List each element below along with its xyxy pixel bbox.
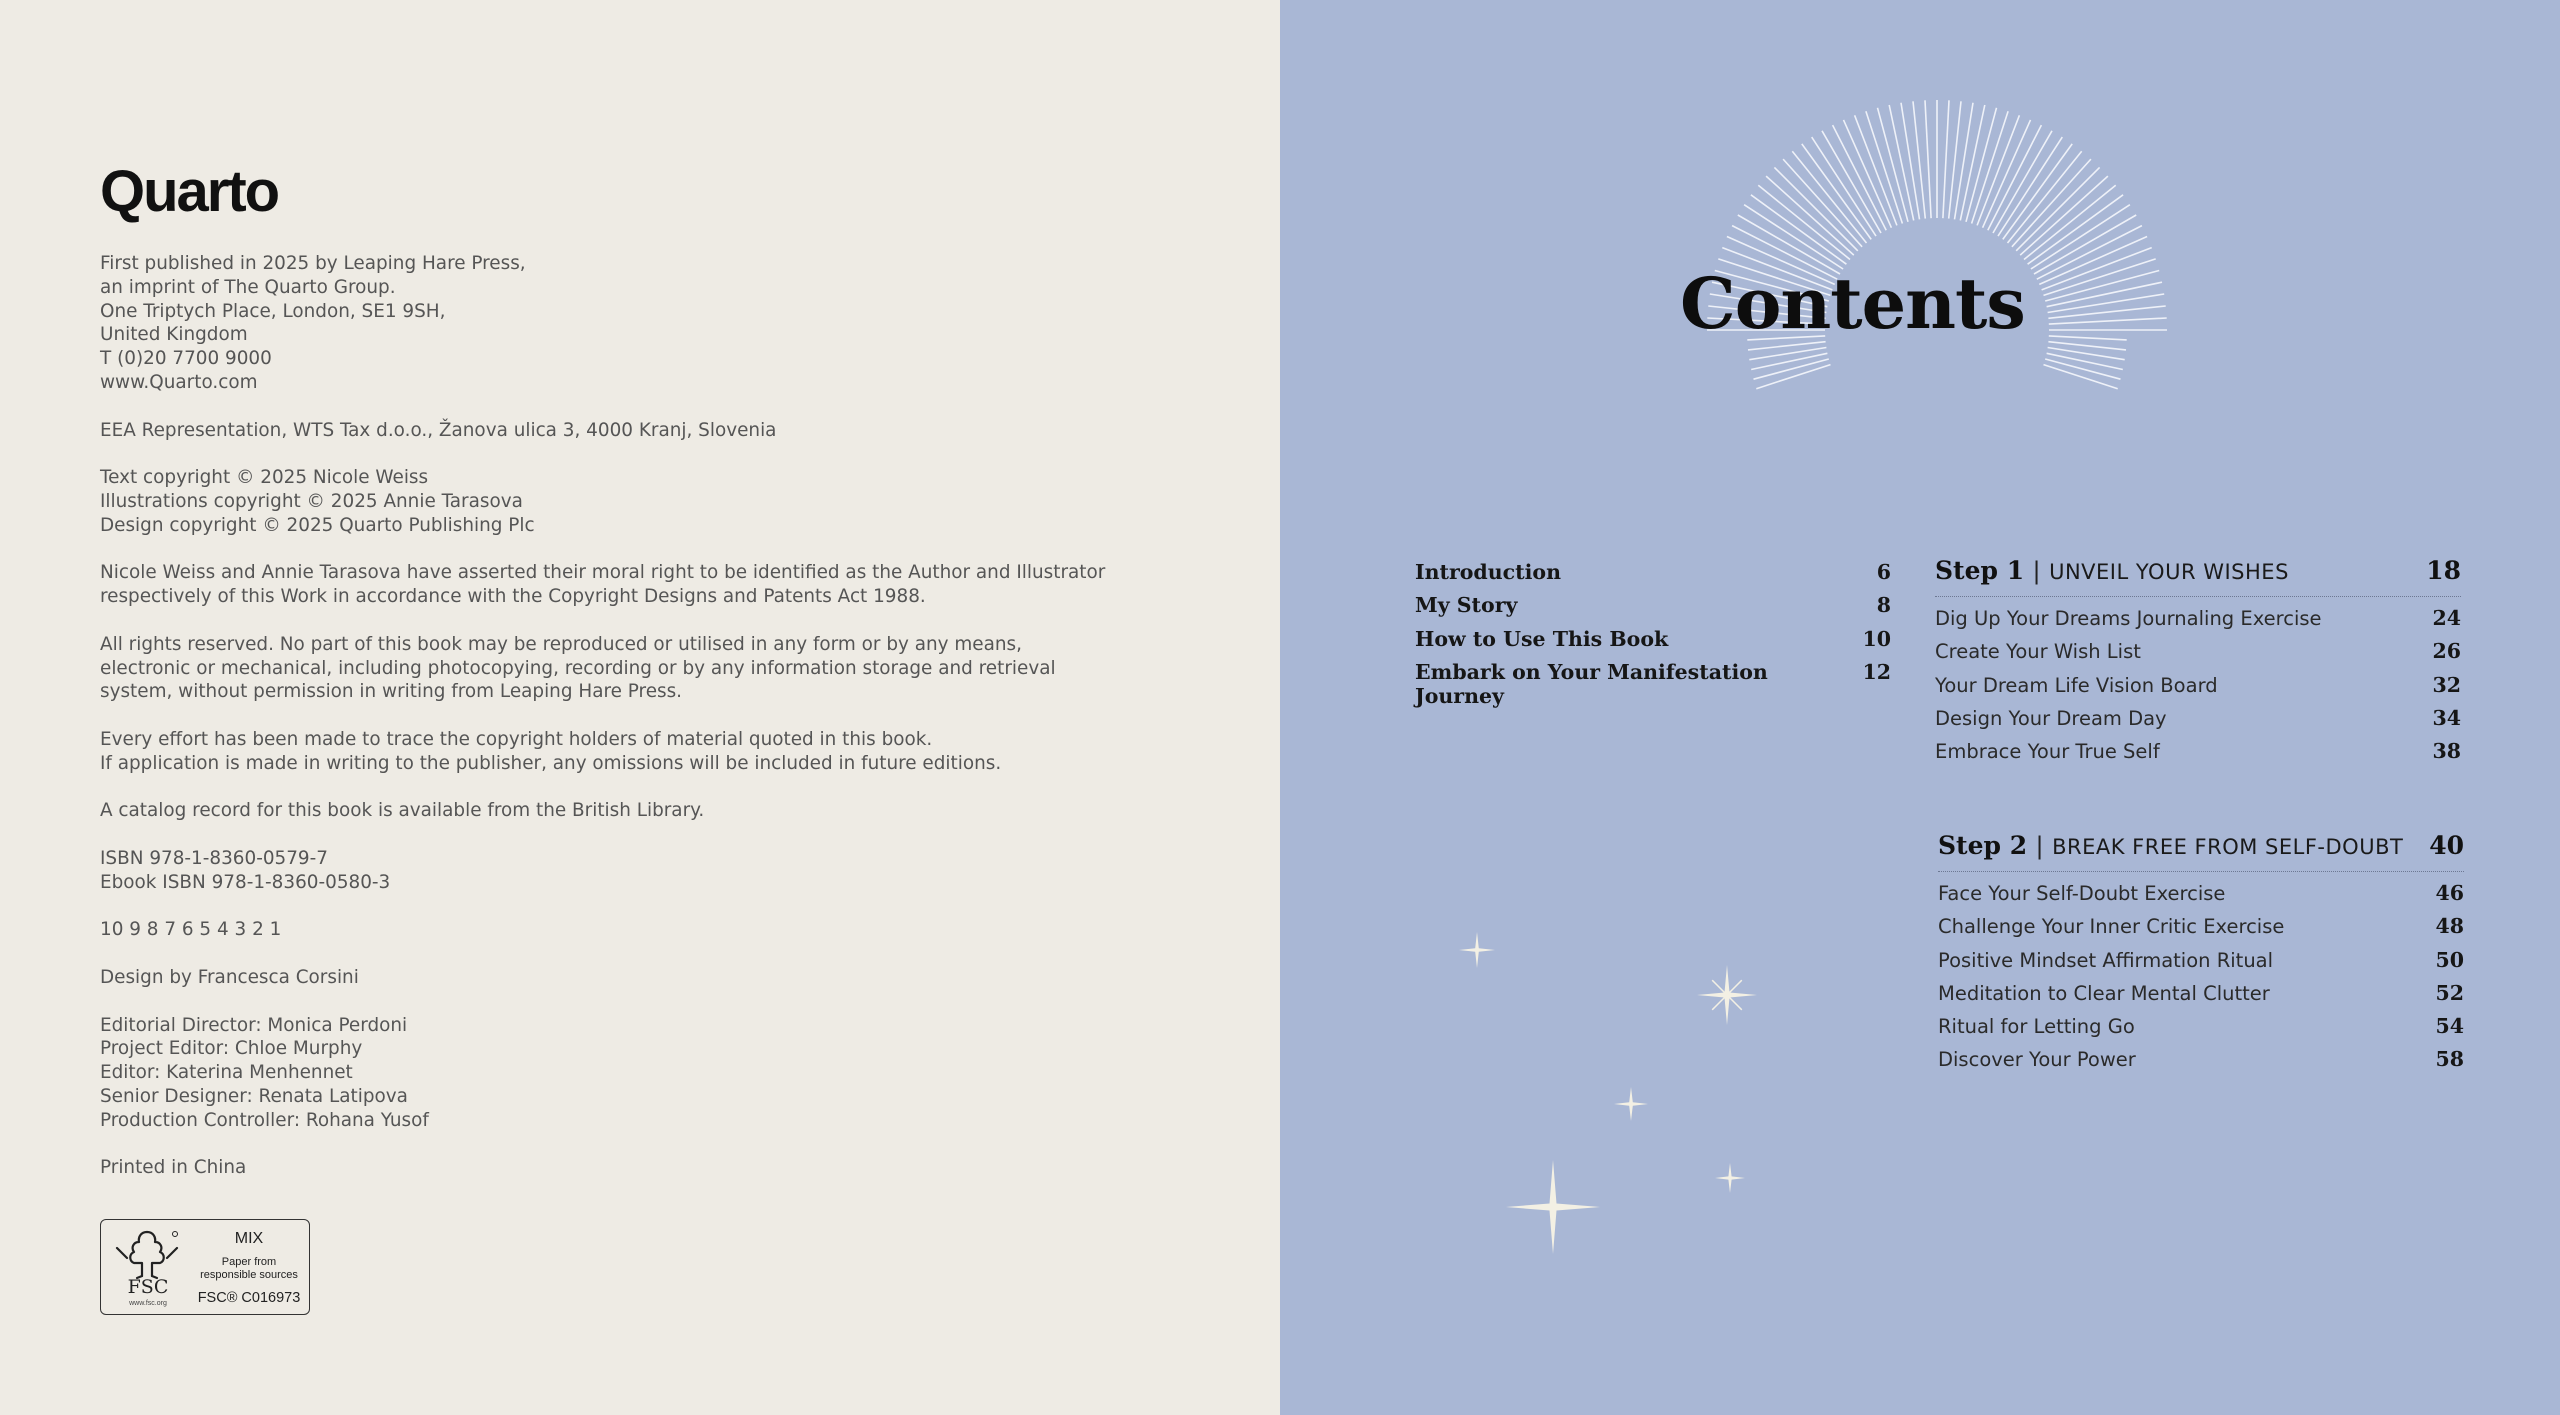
imprint-paragraph (100, 1014, 1200, 1133)
step2-entry-page: 50 (2435, 947, 2464, 972)
step2-entry[interactable] (1938, 1047, 2464, 1080)
step1-entry-label: Design Your Dream Day (1935, 706, 2167, 730)
step2-entry-label: Meditation to Clear Mental Clutter (1938, 981, 2270, 1005)
step2-header[interactable] (1938, 831, 2464, 872)
sunburst-ray (2048, 306, 2165, 318)
sunburst-ray (1943, 100, 1949, 218)
step2-entry-page: 48 (2435, 914, 2464, 939)
imprint-line: Editorial Director: Monica Perdoni (100, 1014, 408, 1036)
step2-entry[interactable] (1938, 914, 2464, 947)
fsc-license-code: FSC® C016973 (197, 1290, 301, 1306)
step2-entry-page: 46 (2435, 881, 2464, 905)
step1-entry-label: Create Your Wish List (1935, 640, 2141, 664)
sunburst-ray (1913, 101, 1925, 218)
sparkle-ray (1712, 980, 1727, 995)
step1-items (1935, 606, 2461, 772)
imprint-line: respectively of this Work in accordance with the Copyright Designs and Patents Act 1988. (100, 586, 926, 608)
step1-entry-label: Dig Up Your Dreams Journaling Exercise (1935, 607, 2322, 630)
step2-section (1938, 831, 2464, 1081)
step2-entry-page: 52 (2435, 980, 2464, 1005)
imprint-paragraph (100, 799, 1200, 823)
fsc-wordmark: FSC (127, 1276, 169, 1298)
imprint-line: EEA Representation, WTS Tax d.o.o., Žanova ulica 3, 4000 Kranj, Slovenia (100, 419, 777, 441)
sunburst-ray (2047, 353, 2123, 369)
sunburst-ray (1866, 111, 1903, 223)
step2-items (1938, 881, 2464, 1081)
step1-entry-page: 26 (2432, 639, 2461, 664)
step1-entry[interactable] (1935, 739, 2461, 772)
step1-entry-page: 32 (2432, 672, 2461, 697)
imprint-paragraph (100, 561, 1200, 609)
imprint-text (100, 252, 1200, 1204)
publisher-logo: Quarto (100, 159, 279, 224)
step2-entry[interactable] (1938, 1014, 2464, 1047)
step2-entry-label: Face Your Self-Doubt Exercise (1938, 882, 2226, 905)
toc-entry-page: 6 (1876, 560, 1891, 584)
step2-number: Step 2 (1938, 831, 2028, 860)
step1-entry-page: 34 (2432, 705, 2461, 730)
fsc-url: www.fsc.org (129, 1300, 167, 1307)
fsc-tree-logo-icon (111, 1228, 183, 1282)
fsc-paper-line1: Paper from (221, 1256, 277, 1268)
imprint-line: A catalog record for this book is available from the British Library. (100, 800, 705, 822)
step2-entry[interactable] (1938, 981, 2464, 1014)
toc-entry[interactable] (1415, 659, 1891, 708)
sparkle-star-icon (1715, 1163, 1745, 1193)
toc-entry[interactable] (1415, 627, 1891, 660)
sunburst-ray (2049, 318, 2167, 324)
step2-entry-label: Challenge Your Inner Critic Exercise (1938, 915, 2285, 939)
sparkle-star-icon (1459, 932, 1495, 968)
sparkle-ray (1727, 980, 1742, 995)
step2-entry-label: Ritual for Letting Go (1938, 1015, 2135, 1039)
step1-number: Step 1 (1935, 556, 2025, 585)
step1-entry[interactable] (1935, 673, 2461, 706)
toc-entry[interactable] (1415, 593, 1891, 626)
imprint-paragraph (100, 847, 1200, 895)
fsc-paper-line2: responsible sources (200, 1269, 298, 1281)
imprint-paragraph (100, 918, 1200, 942)
toc-entry-page: 8 (1876, 593, 1891, 618)
sunburst-ray (1751, 353, 1827, 369)
sunburst-ray (1949, 101, 1961, 218)
imprint-line: One Triptych Place, London, SE1 9SH, (100, 300, 446, 322)
contents-page (1280, 0, 2560, 1415)
imprint-line: Every effort has been made to trace the copyright holders of material quoted in this book. (100, 728, 933, 750)
imprint-line: If application is made in writing to the publisher, any omissions will be included in future editions. (100, 752, 1002, 774)
step1-entry-label: Embrace Your True Self (1935, 740, 2160, 764)
sunburst-ray (2034, 215, 2136, 274)
step1-title: UNVEIL YOUR WISHES (2049, 560, 2289, 584)
step1-entry[interactable] (1935, 606, 2461, 639)
imprint-line: system, without permission in writing from Leaping Hare Press. (100, 681, 683, 703)
imprint-line: 10 9 8 7 6 5 4 3 2 1 (100, 919, 282, 941)
imprint-line: Ebook ISBN 978-1-8360-0580-3 (100, 871, 391, 893)
sparkle-ray (1727, 995, 1742, 1010)
imprint-line: T (0)20 7700 9000 (100, 348, 272, 370)
toc-entry[interactable] (1415, 560, 1891, 593)
toc-entry-page: 10 (1862, 626, 1891, 651)
sparkle-star-icon (1697, 965, 1757, 1025)
step1-entry[interactable] (1935, 706, 2461, 739)
imprint-line: Design by Francesca Corsini (100, 966, 359, 988)
imprint-line: Printed in China (100, 1157, 247, 1179)
imprint-line: Text copyright © 2025 Nicole Weiss (100, 467, 429, 489)
step2-entry-label: Discover Your Power (1938, 1048, 2136, 1072)
sunburst-ray (1993, 131, 2052, 233)
sparkle-star-icon (1614, 1087, 1648, 1121)
sparkle-star-icon (1506, 1160, 1600, 1254)
fsc-certification-badge (100, 1219, 310, 1315)
step1-page-number: 18 (2426, 556, 2461, 585)
step1-section (1935, 556, 2461, 772)
imprint-line: ISBN 978-1-8360-0579-7 (100, 847, 328, 869)
sunburst-rays-decoration (1280, 0, 2560, 420)
toc-entry-label: How to Use This Book (1415, 626, 1669, 651)
imprint-line: Senior Designer: Renata Latipova (100, 1085, 408, 1107)
imprint-line: All rights reserved. No part of this book may be reproduced or utilised in any form or by any means, (100, 633, 1022, 655)
step2-entry[interactable] (1938, 881, 2464, 914)
imprint-paragraph (100, 1156, 1200, 1180)
step1-entry-label: Your Dream Life Vision Board (1935, 673, 2218, 697)
step1-entry-page: 38 (2432, 739, 2461, 764)
imprint-line: Design copyright © 2025 Quarto Publishing Plc (100, 514, 535, 536)
sunburst-ray (1822, 131, 1881, 233)
imprint-line: United Kingdom (100, 324, 248, 346)
toc-entry-label: My Story (1415, 593, 1518, 618)
toc-entry-label: Introduction (1415, 560, 1561, 584)
fsc-paper-text (193, 1256, 305, 1282)
imprint-line: an imprint of The Quarto Group. (100, 276, 396, 298)
step2-entry[interactable] (1938, 948, 2464, 981)
step1-entry[interactable] (1935, 639, 2461, 672)
front-matter-list (1415, 560, 1891, 708)
imprint-line: Illustrations copyright © 2025 Annie Tarasova (100, 490, 523, 512)
imprint-paragraph (100, 419, 1200, 443)
imprint-paragraph (100, 252, 1200, 395)
toc-entry-page: 12 (1862, 659, 1891, 684)
sunburst-ray (2044, 259, 2156, 296)
imprint-line: Editor: Katerina Menhennet (100, 1062, 353, 1084)
imprint-line: Project Editor: Chloe Murphy (100, 1038, 363, 1060)
sparkle-ray (1712, 995, 1727, 1010)
sunburst-ray (2049, 336, 2127, 340)
step1-header[interactable] (1935, 556, 2461, 597)
imprint-line: Nicole Weiss and Annie Tarasova have asserted their moral right to be identified as the Author and Illustrator (100, 562, 1106, 584)
step2-entry-page: 58 (2435, 1047, 2464, 1072)
imprint-line: electronic or mechanical, including photocopying, recording or by any information storage and retrieval (100, 657, 1056, 679)
imprint-paragraph (100, 966, 1200, 990)
sunburst-ray (1972, 111, 2009, 223)
step2-entry-label: Positive Mindset Affirmation Ritual (1938, 948, 2274, 972)
imprint-line: Production Controller: Rohana Yusof (100, 1109, 429, 1131)
step1-divider: | (2032, 557, 2041, 585)
step1-entry-page: 24 (2432, 606, 2461, 630)
step2-page-number: 40 (2429, 831, 2464, 860)
step2-entry-page: 54 (2435, 1014, 2464, 1039)
imprint-line: www.Quarto.com (100, 371, 258, 393)
sunburst-ray (1925, 100, 1931, 218)
contents-heading: Contents (1680, 262, 2025, 345)
imprint-paragraph (100, 633, 1200, 704)
imprint-paragraph (100, 466, 1200, 537)
fsc-mix-label: MIX (234, 1230, 264, 1247)
imprint-line: First published in 2025 by Leaping Hare Press, (100, 253, 526, 274)
toc-entry-label: Embark on Your Manifestation Journey (1415, 659, 1768, 708)
step2-title: BREAK FREE FROM SELF-DOUBT (2052, 835, 2404, 859)
imprint-paragraph (100, 728, 1200, 776)
step2-divider: | (2035, 832, 2044, 860)
